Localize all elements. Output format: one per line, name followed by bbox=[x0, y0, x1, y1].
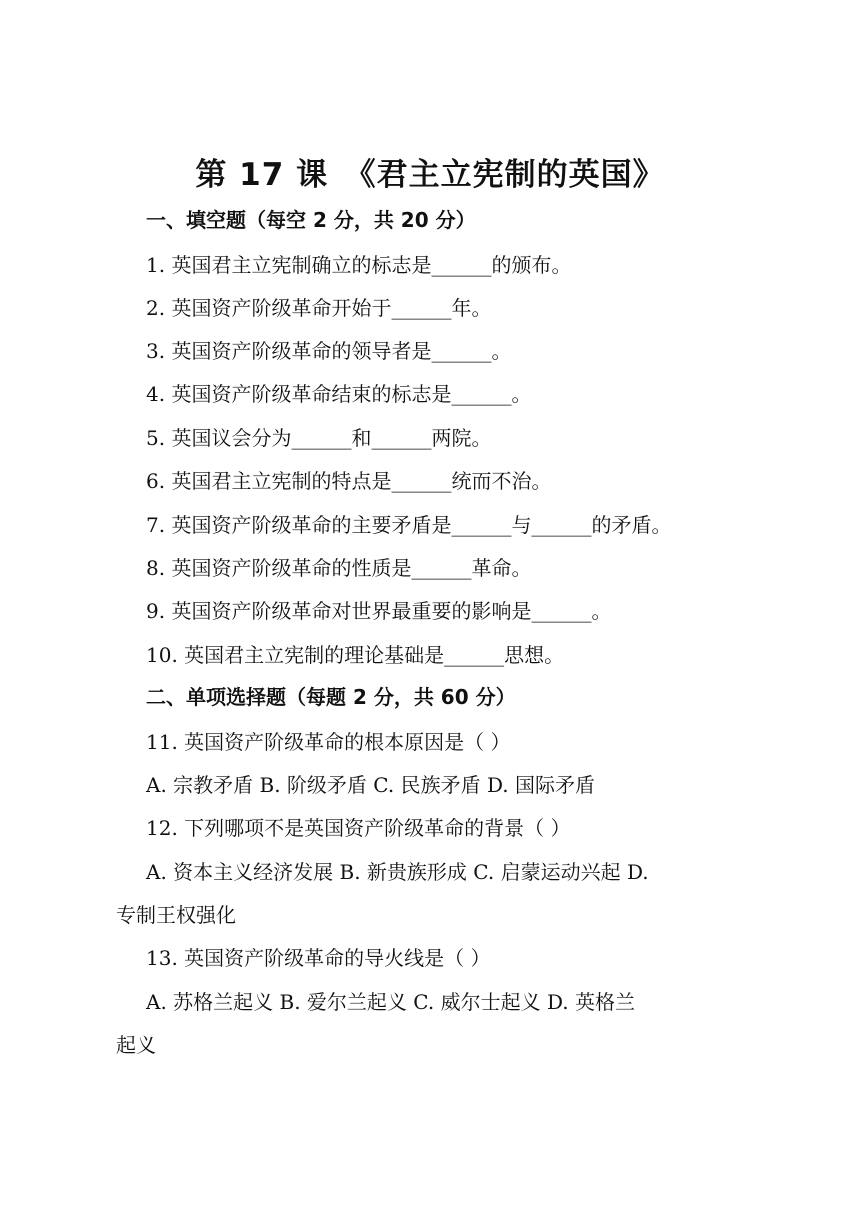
question-8: 8. 英国资产阶级革命的性质是______革命。 bbox=[146, 556, 532, 580]
question-13-options: A. 苏格兰起义 B. 爱尔兰起义 C. 威尔士起义 D. 英格兰 bbox=[146, 990, 635, 1014]
question-3: 3. 英国资产阶级革命的领导者是______。 bbox=[146, 339, 512, 363]
question-12: 12. 下列哪项不是英国资产阶级革命的背景（ ） bbox=[146, 816, 571, 840]
question-4: 4. 英国资产阶级革命结束的标志是______。 bbox=[146, 382, 532, 406]
question-6: 6. 英国君主立宪制的特点是______统而不治。 bbox=[146, 469, 552, 493]
question-13: 13. 英国资产阶级革命的导火线是（ ） bbox=[146, 946, 491, 970]
question-5: 5. 英国议会分为______和______两院。 bbox=[146, 426, 492, 450]
question-13-options-continued: 起义 bbox=[116, 1033, 156, 1057]
section-heading-single-choice: 二、单项选择题（每题 2 分，共 60 分） bbox=[146, 685, 516, 709]
document-title: 第 17 课 《君主立宪制的英国》 bbox=[195, 157, 665, 193]
question-11: 11. 英国资产阶级革命的根本原因是（ ） bbox=[146, 730, 511, 754]
question-1: 1. 英国君主立宪制确立的标志是______的颁布。 bbox=[146, 253, 572, 277]
question-9: 9. 英国资产阶级革命对世界最重要的影响是______。 bbox=[146, 599, 612, 623]
question-11-options: A. 宗教矛盾 B. 阶级矛盾 C. 民族矛盾 D. 国际矛盾 bbox=[146, 773, 595, 797]
question-7: 7. 英国资产阶级革命的主要矛盾是______与______的矛盾。 bbox=[146, 513, 672, 537]
question-10: 10. 英国君主立宪制的理论基础是______思想。 bbox=[146, 643, 565, 667]
section-heading-fill-in: 一、填空题（每空 2 分，共 20 分） bbox=[146, 208, 476, 232]
question-2: 2. 英国资产阶级革命开始于______年。 bbox=[146, 296, 492, 320]
question-12-options-continued: 专制王权强化 bbox=[116, 903, 236, 927]
question-12-options: A. 资本主义经济发展 B. 新贵族形成 C. 启蒙运动兴起 D. bbox=[146, 860, 649, 884]
